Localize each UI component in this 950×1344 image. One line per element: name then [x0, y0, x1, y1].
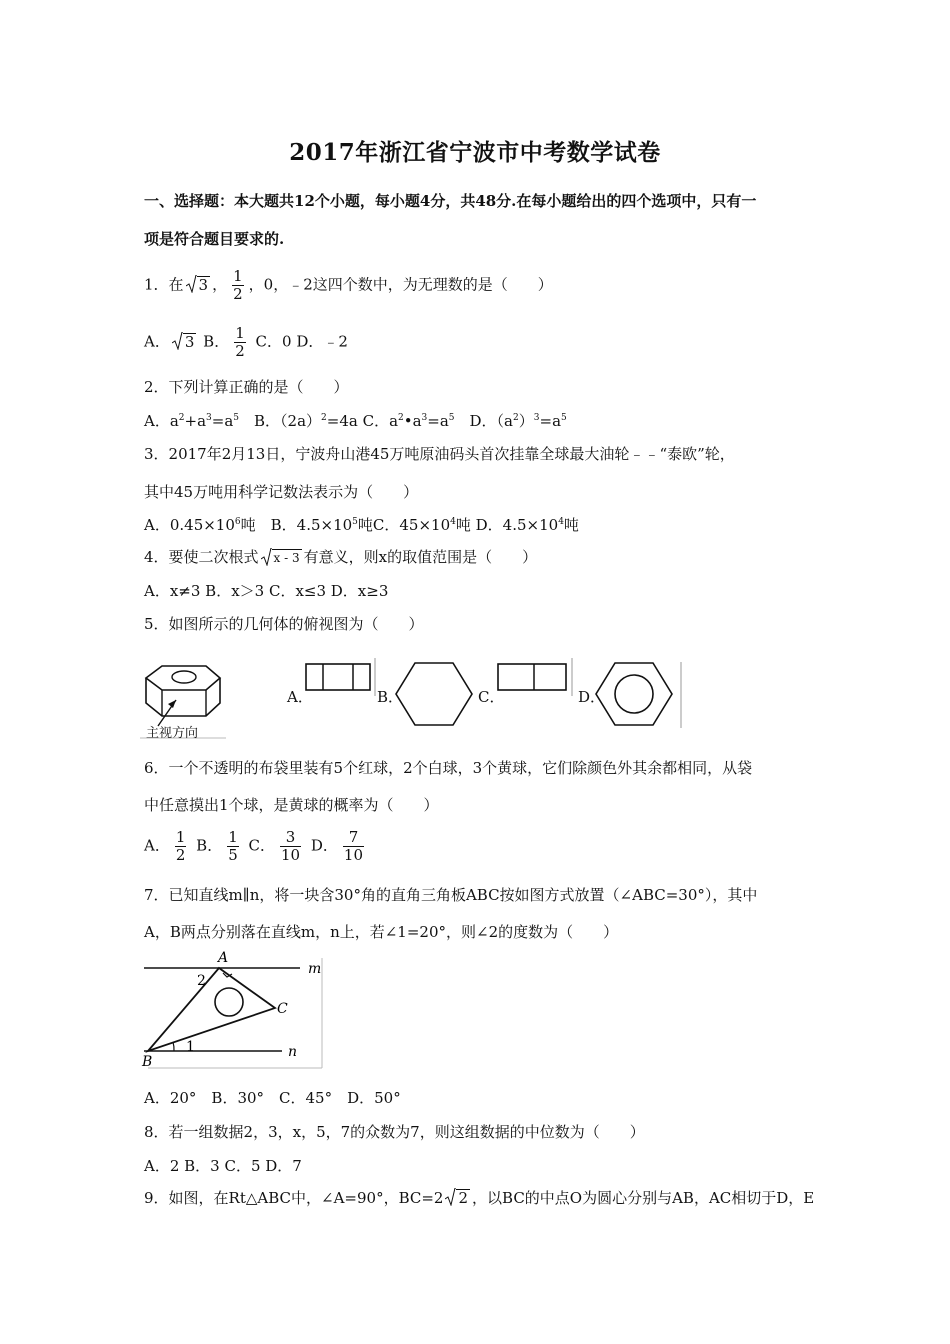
- question-7-options: A．20° B．30° C．45° D．50°: [144, 1089, 401, 1107]
- vertex-a-label: A: [218, 950, 229, 966]
- question-4-stem: 4．要使二次根式 x - 3 有意义，则x的取值范围是（ ）: [144, 548, 538, 566]
- page-title: 2017年浙江省宁波市中考数学试卷: [289, 139, 661, 166]
- angle-2-label: 2: [197, 973, 206, 989]
- q6-option-d-fraction: $\frac{7}{10}$: [343, 828, 364, 864]
- q5-option-a-figure: [304, 662, 374, 692]
- question-8-stem: 8．若一组数据2，3，x，5，7的众数为7，则这组数据的中位数为（ ）: [144, 1123, 645, 1141]
- question-6-line-2: 中任意摸出1个球，是黄球的概率为（ ）: [144, 796, 439, 814]
- q6-option-b-fraction: $\frac{1}{5}$: [228, 828, 238, 864]
- section-heading-line-1: 一、选择题：本大题共12个小题，每小题4分，共48分.在每小题给出的四个选项中，只有一: [144, 192, 757, 210]
- q5-option-c-figure: [496, 662, 572, 692]
- question-8-options: A．2 B．3 C．5 D．7: [144, 1157, 302, 1175]
- q4-sqrt: x - 3: [261, 548, 302, 567]
- question-9-stem: 9．如图，在Rt△ABC中，∠A=90°，BC=2 2 ，以BC的中点O为圆心分别与AB，AC相切于D，E: [144, 1189, 815, 1207]
- q1-suffix: ，0，﹣2这四个数中，为无理数的是（ ）: [248, 275, 553, 294]
- line-n-label: n: [288, 1044, 298, 1060]
- q5-option-b-label: B．: [377, 688, 404, 706]
- question-2-stem: 2．下列计算正确的是（ ）: [144, 378, 349, 396]
- q5-option-a-label: A．: [287, 688, 313, 706]
- question-4-options: A．x≠3 B．x＞3 C．x≤3 D．x≥3: [144, 582, 389, 600]
- vertex-b-label: B: [142, 1054, 153, 1070]
- question-3-line-2: 其中45万吨用科学记数法表示为（ ）: [144, 483, 419, 501]
- q1-sqrt: 3: [186, 276, 211, 294]
- q9-sqrt: 2: [445, 1189, 470, 1207]
- view-direction-caption: 主视方向: [146, 726, 199, 741]
- q1-prefix: 1．在: [144, 275, 184, 294]
- q5-option-d-figure: [596, 660, 686, 728]
- q1-option-a-sqrt: 3: [172, 333, 197, 351]
- question-3-options: A．$0.45\times 10^6$吨 B．$4.5\times 10^5$吨C．$45\times 10^4$吨 D．$4.5\times 10^4$吨: [144, 516, 579, 534]
- q5-option-b-figure: [396, 660, 476, 728]
- question-2-options: A．$a^2+a^3=a^5$ B．$(2a)^2=4a$ C．$a^2•a^3=a^5$ D．$(a^2)^3=a^5$: [144, 412, 567, 430]
- question-5-stem: 5．如图所示的几何体的俯视图为（ ）: [144, 615, 424, 633]
- triangle-parallel-lines-figure: [140, 950, 330, 1072]
- question-7-line-1: 7．已知直线m∥n，将一块含30°角的直角三角板ABC按如图方式放置（∠ABC=30°），其中: [144, 886, 758, 904]
- q5-option-c-label: C．: [478, 688, 505, 706]
- line-m-label: m: [308, 961, 322, 977]
- q6-option-a-fraction: $\frac{1}{2}$: [175, 828, 186, 864]
- section-heading-line-2: 项是符合题目要求的.: [144, 230, 285, 248]
- q5-option-d-label: D．: [578, 688, 606, 706]
- vertex-c-label: C: [277, 1001, 288, 1017]
- question-1-stem: 1．在 3 ， $\frac{1}{2}$ ，0，﹣2这四个数中，为无理数的是（ ）: [144, 267, 553, 303]
- q6-option-c-fraction: $\frac{3}{10}$: [281, 828, 301, 864]
- question-7-line-2: A，B两点分别落在直线m，n上，若∠1=20°，则∠2的度数为（ ）: [144, 923, 619, 941]
- angle-1-label: 1: [186, 1039, 195, 1055]
- q1-fraction: $\frac{1}{2}$: [233, 267, 243, 303]
- question-1-options: A． 3 B． $\frac{1}{2}$ C．0 D．﹣2: [144, 324, 348, 360]
- question-6-options: A． $\frac{1}{2}$ B． $\frac{1}{5}$ C． $\frac{3}{10}$ D． $\frac{7}{10}$: [144, 828, 364, 864]
- question-6-line-1: 6．一个不透明的布袋里装有5个红球，2个白球，3个黄球，它们除颜色外其余都相同，从袋: [144, 759, 753, 777]
- question-3-line-1: 3．2017年2月13日，宁波舟山港45万吨原油码头首次挂靠全球最大油轮﹣﹣“泰欧”轮，: [144, 445, 735, 463]
- q1-option-b-fraction: $\frac{1}{2}$: [235, 324, 245, 360]
